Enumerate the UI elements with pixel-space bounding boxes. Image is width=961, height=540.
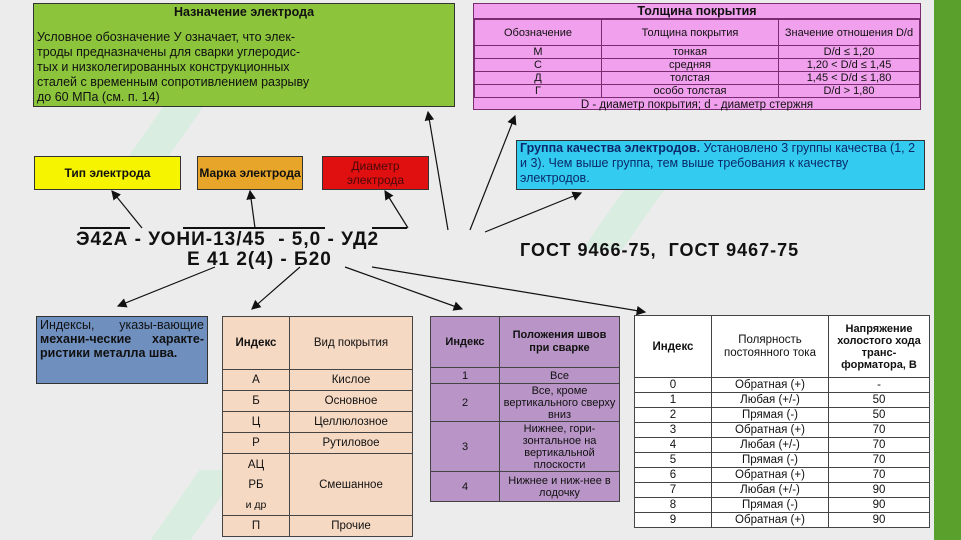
cell-coating-type: Прочие bbox=[290, 516, 413, 537]
table-row bbox=[223, 516, 413, 537]
polarity-table bbox=[634, 315, 930, 528]
cell-index: 6 bbox=[635, 468, 712, 483]
cell-index: 3 bbox=[635, 423, 712, 438]
cell-voltage: - bbox=[829, 378, 930, 393]
purpose-line: сталей с временным сопротивлением разрыву bbox=[37, 75, 310, 89]
cell-coating-type: Основное bbox=[290, 391, 413, 412]
cell-polarity: Прямая (-) bbox=[712, 453, 829, 468]
cell-index: А bbox=[223, 370, 290, 391]
table-row bbox=[223, 454, 413, 516]
purpose-title: Назначение электрода bbox=[173, 5, 315, 19]
cell-voltage: 90 bbox=[829, 498, 930, 513]
cell-polarity: Любая (+/-) bbox=[712, 483, 829, 498]
table-row bbox=[635, 483, 930, 498]
col-header-index: Индекс bbox=[635, 316, 712, 378]
cell-designation: М bbox=[475, 46, 602, 59]
cell-coating-type: Кислое bbox=[290, 370, 413, 391]
table-row bbox=[431, 384, 620, 422]
table-row bbox=[223, 433, 413, 454]
gost-reference: ГОСТ 9466-75, ГОСТ 9467-75 bbox=[520, 240, 800, 260]
table-row bbox=[635, 423, 930, 438]
electrode-code-line1: Э42А - УОНИ-13/45 - 5,0 - УД2 bbox=[76, 229, 380, 250]
cell-polarity: Любая (+/-) bbox=[712, 438, 829, 453]
mixed-index: АЦ bbox=[247, 458, 265, 471]
col-header-coating-type: Вид покрытия bbox=[290, 317, 413, 370]
quality-group-title: Группа качества электродов. bbox=[520, 141, 701, 155]
cell-index: Б bbox=[223, 391, 290, 412]
col-header-positions: Положения швов при сварке bbox=[500, 317, 620, 368]
electrode-code-line2: Е 41 2(4) - Б20 bbox=[187, 249, 332, 270]
cell-polarity: Обратная (+) bbox=[712, 423, 829, 438]
cell-coating-type: Целлюлозное bbox=[290, 412, 413, 433]
cell-index: 1 bbox=[431, 368, 500, 384]
table-row bbox=[635, 513, 930, 528]
quality-group-text: Установлено 3 группы качества (1, 2 и 3). Чем выше группа, тем выше требования к качеству электродов. bbox=[520, 141, 916, 185]
col-header-ratio: Значение отношения D/d bbox=[779, 20, 920, 46]
cell-voltage: 90 bbox=[829, 513, 930, 528]
cell-voltage: 70 bbox=[829, 468, 930, 483]
cell-ratio: 1,45 < D/d ≤ 1,80 bbox=[779, 72, 920, 85]
cell-polarity: Прямая (-) bbox=[712, 498, 829, 513]
cell-ratio: 1,20 < D/d ≤ 1,45 bbox=[779, 59, 920, 72]
cell-voltage: 90 bbox=[829, 483, 930, 498]
cell-coating-type: Рутиловое bbox=[290, 433, 413, 454]
purpose-line: Условное обозначение У означает, что элек- bbox=[37, 30, 295, 44]
cell-thickness: особо толстая bbox=[602, 85, 779, 98]
table-row bbox=[635, 453, 930, 468]
cell-voltage: 50 bbox=[829, 393, 930, 408]
table-row bbox=[635, 438, 930, 453]
cell-index: 1 bbox=[635, 393, 712, 408]
cell-position: Нижнее и ниж-нее в лодочку bbox=[500, 472, 620, 502]
table-row bbox=[635, 408, 930, 423]
mixed-index: РБ bbox=[248, 478, 264, 491]
cell-polarity: Обратная (+) bbox=[712, 513, 829, 528]
cell-index bbox=[223, 454, 290, 516]
cell-ratio: D/d > 1,80 bbox=[779, 85, 920, 98]
table-row bbox=[223, 370, 413, 391]
purpose-line: троды предназначены для сварки углеродис- bbox=[37, 45, 301, 59]
coating-types-table bbox=[222, 316, 413, 537]
cell-voltage: 70 bbox=[829, 453, 930, 468]
table-row bbox=[223, 391, 413, 412]
table-row bbox=[635, 393, 930, 408]
cell-ratio: D/d ≤ 1,20 bbox=[779, 46, 920, 59]
mixed-index: и др bbox=[245, 498, 267, 511]
electrode-type-label: Тип электрода bbox=[34, 156, 181, 190]
cell-index: 8 bbox=[635, 498, 712, 513]
indices-text: Индексы, указы-вающие bbox=[40, 318, 204, 332]
cell-index: 2 bbox=[431, 384, 500, 422]
cell-index: Р bbox=[223, 433, 290, 454]
cell-designation: С bbox=[475, 59, 602, 72]
cell-thickness: средняя bbox=[602, 59, 779, 72]
cell-index: 7 bbox=[635, 483, 712, 498]
cell-designation: Д bbox=[475, 72, 602, 85]
cell-polarity: Прямая (-) bbox=[712, 408, 829, 423]
table-row bbox=[431, 368, 620, 384]
col-header-index: Индекс bbox=[223, 317, 290, 370]
table-row bbox=[635, 378, 930, 393]
purpose-line: тых и низколегированных конструкционных bbox=[37, 60, 290, 74]
col-header-thickness: Толщина покрытия bbox=[602, 20, 779, 46]
coating-thickness-title: Толщина покрытия bbox=[474, 4, 920, 19]
cell-polarity: Обратная (+) bbox=[712, 378, 829, 393]
cell-designation: Г bbox=[475, 85, 602, 98]
cell-position: Все, кроме вертикального сверху вниз bbox=[500, 384, 620, 422]
cell-polarity: Обратная (+) bbox=[712, 468, 829, 483]
col-header-voltage: Напряжение холостого хода транс-форматора, В bbox=[829, 316, 930, 378]
cell-index: 4 bbox=[431, 472, 500, 502]
cell-thickness: толстая bbox=[602, 72, 779, 85]
cell-index: 3 bbox=[431, 422, 500, 472]
indices-text-bold: механи-ческие характе-ристики металла шва. bbox=[40, 332, 204, 360]
cell-index: 2 bbox=[635, 408, 712, 423]
electrode-diameter-label: Диаметр электрода bbox=[322, 156, 429, 190]
cell-coating-type: Смешанное bbox=[290, 454, 413, 516]
table-row bbox=[431, 422, 620, 472]
cell-voltage: 70 bbox=[829, 438, 930, 453]
purpose-line: до 60 МПа (см. п. 14) bbox=[37, 90, 160, 104]
cell-index: Ц bbox=[223, 412, 290, 433]
cell-index: 0 bbox=[635, 378, 712, 393]
cell-voltage: 50 bbox=[829, 408, 930, 423]
cell-index: 4 bbox=[635, 438, 712, 453]
indices-box bbox=[36, 316, 208, 384]
col-header-index: Индекс bbox=[431, 317, 500, 368]
coating-note: D - диаметр покрытия; d - диаметр стержня bbox=[580, 99, 814, 111]
cell-position: Нижнее, гори-зонтальное на вертикальной плоскости bbox=[500, 422, 620, 472]
col-header-polarity: Полярность постоянного тока bbox=[712, 316, 829, 378]
table-row bbox=[635, 498, 930, 513]
cell-index: 5 bbox=[635, 453, 712, 468]
welding-positions-table bbox=[430, 316, 620, 502]
table-row bbox=[223, 412, 413, 433]
cell-thickness: тонкая bbox=[602, 46, 779, 59]
electrode-brand-label: Марка электрода bbox=[197, 156, 303, 190]
table-row bbox=[431, 472, 620, 502]
col-header-designation: Обозначение bbox=[475, 20, 602, 46]
cell-polarity: Любая (+/-) bbox=[712, 393, 829, 408]
table-row bbox=[635, 468, 930, 483]
cell-index: П bbox=[223, 516, 290, 537]
cell-position: Все bbox=[500, 368, 620, 384]
cell-index: 9 bbox=[635, 513, 712, 528]
cell-voltage: 70 bbox=[829, 423, 930, 438]
